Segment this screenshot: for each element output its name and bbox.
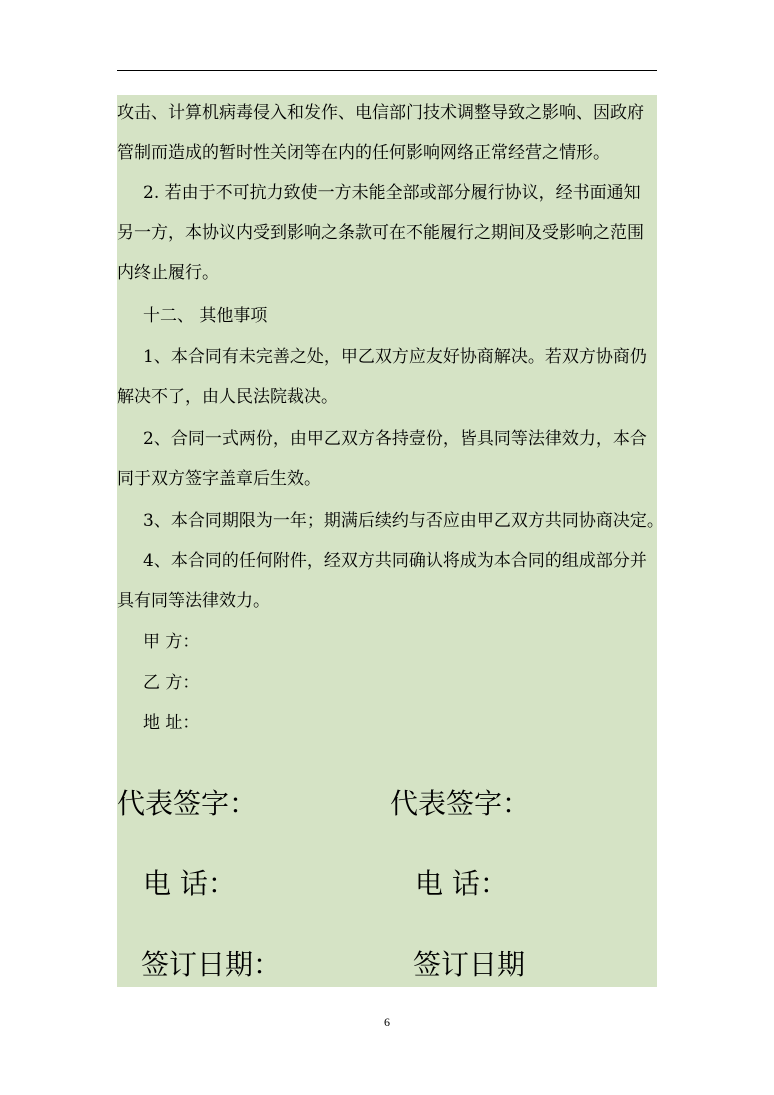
paragraph-line: 具有同等法律效力。 [117,591,270,611]
right-phone-label: 电 话： [415,867,508,900]
paragraph-line: 另一方，本协议内受到影响之条款可在不能履行之期间及受影响之范围 [117,223,644,243]
paragraph-line: 1、本合同有未完善之处，甲乙双方应友好协商解决。若双方协商仍 [143,347,647,367]
address-label: 地 址： [143,713,200,733]
paragraph-line: 4、本合同的任何附件，经双方共同确认将成为本合同的组成部分并 [143,551,647,571]
paragraph-line: 3、本合同期限为一年；期满后续约与否应由甲乙双方共同协商决定。 [143,511,664,531]
party-a-label: 甲 方： [143,632,200,652]
section-heading: 十二、 其他事项 [143,306,268,326]
page-number: 6 [384,1015,390,1029]
paragraph-line: 内终止履行。 [117,263,219,283]
right-signing-date-label: 签订日期 [413,948,526,981]
right-representative-signature-label: 代表签字： [390,787,531,820]
paragraph-line: 管制而造成的暂时性关闭等在内的任何影响网络正常经营之情形。 [117,143,610,163]
party-b-label: 乙 方： [143,673,200,693]
header-rule [117,70,657,71]
paragraph-line: 2. 若由于不可抗力致使一方未能全部或部分履行协议，经书面通知 [143,183,641,203]
document-body [117,95,664,987]
paragraph-line: 同于双方签字盖章后生效。 [117,469,321,489]
paragraph-line: 攻击、计算机病毒侵入和发作、电信部门技术调整导致之影响、因政府 [117,103,644,123]
left-representative-signature-label: 代表签字： [117,787,258,820]
left-phone-label: 电 话： [143,867,236,900]
paragraph-line: 2、合同一式两份，由甲乙双方各持壹份，皆具同等法律效力，本合 [143,429,647,449]
paragraph-line: 解决不了，由人民法院裁决。 [117,387,338,407]
left-signing-date-label: 签订日期： [141,948,282,981]
